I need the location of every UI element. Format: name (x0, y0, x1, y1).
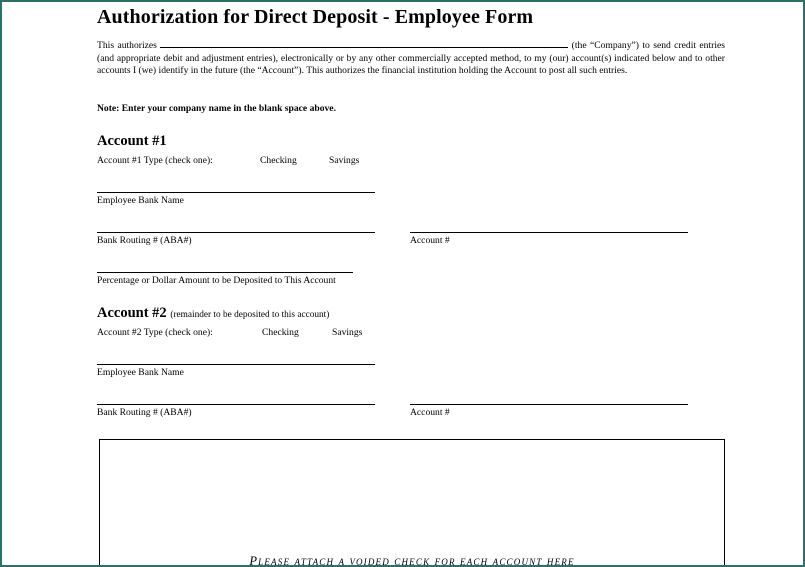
account1-amount-label: Percentage or Dollar Amount to be Deposited to This Account (97, 275, 336, 286)
account2-routing-field[interactable] (97, 404, 375, 405)
page-title: Authorization for Direct Deposit - Employee Form (97, 6, 534, 28)
account1-amount-field[interactable] (97, 272, 353, 273)
account1-account-number-field[interactable] (410, 232, 688, 233)
account2-type-label: Account #2 Type (check one): (97, 327, 213, 338)
account2-bank-name-label: Employee Bank Name (97, 367, 184, 378)
account1-routing-label: Bank Routing # (ABA#) (97, 235, 192, 246)
account2-savings-option[interactable]: Savings (332, 327, 363, 338)
account1-bank-name-field[interactable] (97, 192, 375, 193)
attach-instruction: Please attach a voided check for each account here (249, 554, 575, 567)
account2-bank-name-field[interactable] (97, 364, 375, 365)
account2-account-number-label: Account # (410, 407, 450, 418)
account1-routing-field[interactable] (97, 232, 375, 233)
intro-prefix: This authorizes (97, 40, 157, 51)
account2-account-number-field[interactable] (410, 404, 688, 405)
company-name-note: Note: Enter your company name in the blank space above. (97, 103, 336, 114)
form-page (2, 2, 803, 565)
account1-account-number-label: Account # (410, 235, 450, 246)
company-name-blank[interactable] (160, 39, 568, 48)
account1-savings-option[interactable]: Savings (329, 155, 360, 166)
account2-heading-note: (remainder to be deposited to this account) (170, 310, 330, 320)
account2-checking-option[interactable]: Checking (262, 327, 299, 338)
account1-checking-option[interactable]: Checking (260, 155, 297, 166)
account2-heading-text: Account #2 (97, 305, 167, 321)
voided-check-attachment-box (99, 439, 725, 567)
account1-type-label: Account #1 Type (check one): (97, 155, 213, 166)
account2-heading (97, 305, 329, 322)
authorization-paragraph (97, 39, 725, 78)
account1-bank-name-label: Employee Bank Name (97, 195, 184, 206)
account2-routing-label: Bank Routing # (ABA#) (97, 407, 192, 418)
intro-body: (the “Company”) to send credit entries (and appropriate debit and adjustment entries), electronically or by any other commercially accepted method, to my (our) account(s) indicated below and to other accounts I (we) identify in the future (the “Account”). This authorizes the financial institution holding the Account to post all such entries. (97, 40, 725, 76)
account1-heading: Account #1 (97, 133, 167, 149)
